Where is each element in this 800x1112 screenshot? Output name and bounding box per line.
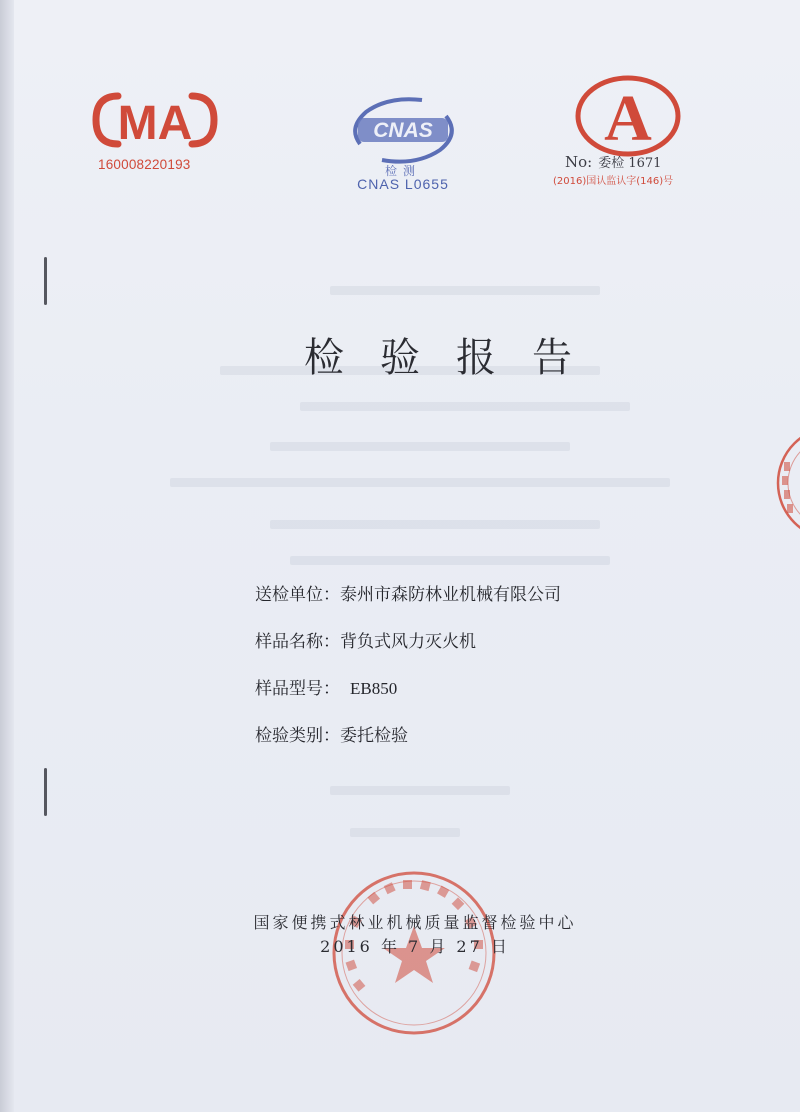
cal-logo-text: A: [604, 82, 652, 155]
staple-top: [44, 257, 47, 305]
field-value: EB850: [350, 679, 398, 698]
staple-bottom: [44, 768, 47, 816]
show-through-line: [290, 556, 610, 565]
field-submitting-unit: [255, 580, 755, 627]
show-through-line: [170, 478, 670, 487]
field-value: 泰州市森防林业机械有限公司: [340, 585, 561, 605]
cnas-logo-text: CNAS: [373, 119, 433, 142]
cma-logo-text: MA: [117, 97, 193, 150]
report-info: [255, 580, 755, 768]
field-label: 检验类别：: [255, 726, 340, 746]
edge-seal-stamp: [772, 418, 800, 548]
issuing-organization: 国家便携式林业机械质量监督检验中心: [253, 913, 577, 932]
cma-number: 160008220193: [98, 157, 191, 172]
field-label: 送检单位：: [255, 585, 340, 605]
field-sample-name: [255, 627, 755, 674]
field-value: 背负式风力灭火机: [340, 632, 476, 652]
field-value: 委托检验: [340, 726, 408, 746]
show-through-line: [270, 442, 570, 451]
cnas-number: CNAS L0655: [357, 176, 449, 192]
field-label: 样品名称：: [255, 632, 340, 652]
cnas-test-label: 检测: [384, 164, 421, 178]
show-through-line: [270, 520, 600, 529]
report-title: 检验报告: [304, 335, 608, 381]
show-through-line: [300, 402, 630, 411]
cnas-logo: [344, 92, 462, 168]
report-number-symbol: No:: [565, 153, 593, 171]
field-inspection-type: [255, 721, 755, 768]
show-through-line: [330, 286, 600, 295]
show-through-line: [330, 786, 510, 795]
report-number-value: 委检 1671: [598, 156, 662, 171]
accreditation-number: (2016)国认监认字(146)号: [553, 176, 674, 187]
report-number: [565, 152, 661, 171]
field-label: 样品型号：: [255, 679, 340, 699]
show-through-line: [350, 828, 460, 837]
field-sample-model: [255, 674, 755, 721]
page-edge: [0, 0, 14, 1112]
issue-date: 2016 年 7 月 27 日: [320, 937, 510, 956]
